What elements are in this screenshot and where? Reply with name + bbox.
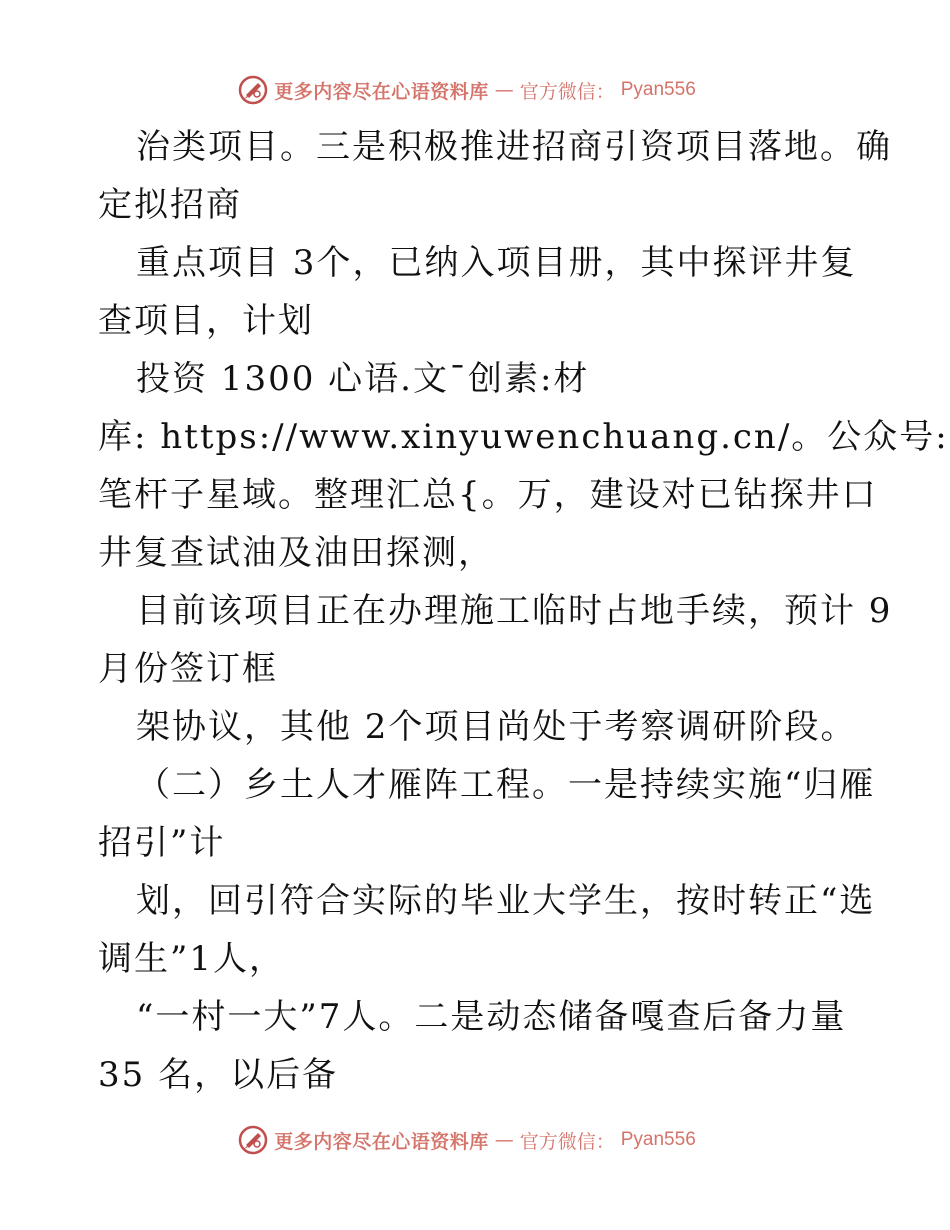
body-line: 目前该项目正在办理施工临时占地手续，预计 9	[136, 591, 893, 631]
body-line: 35 名，以后备	[98, 1055, 339, 1095]
body-line: 定拟招商	[98, 185, 242, 225]
footer-wechat-id: Pyan556	[620, 1129, 696, 1150]
header-banner-inner	[238, 75, 696, 105]
footer-banner	[0, 1122, 950, 1158]
logo-icon	[238, 1125, 268, 1155]
body-line: （二）乡土人才雁阵工程。一是持续实施“归雁	[136, 765, 876, 805]
header-brand-text: 更多内容尽在心语资料库	[274, 80, 489, 103]
footer-brand-text: 更多内容尽在心语资料库	[274, 1130, 489, 1153]
logo-icon	[238, 75, 268, 105]
footer-official-label: 官方微信：	[519, 1130, 615, 1153]
footer-banner-inner	[238, 1125, 696, 1155]
body-line: 招引”计	[98, 823, 226, 863]
body-line: 库: https://www.xinyuwenchuang.cn/。公众号:	[98, 417, 949, 457]
body-line: 重点项目 3个，已纳入项目册，其中探评井复	[136, 243, 857, 283]
body-line: 投资 1300 心语.文¯创素:材	[136, 359, 590, 399]
body-line: “一村一大”7人。二是动态储备嘎查后备力量	[136, 997, 847, 1037]
body-line: 井复查试油及油田探测，	[98, 533, 494, 573]
body-line: 查项目，计划	[98, 301, 314, 341]
document-body	[98, 118, 949, 1104]
header-banner	[0, 72, 950, 108]
header-official-label: 官方微信：	[519, 80, 615, 103]
header-separator: —	[494, 79, 514, 101]
body-line: 月份签订框	[98, 649, 278, 689]
body-line: 调生”1人，	[98, 939, 286, 979]
body-line: 划，回引符合实际的毕业大学生，按时转正“选	[136, 881, 876, 921]
body-line: 架协议，其他 2个项目尚处于考察调研阶段。	[136, 707, 857, 747]
footer-separator: —	[494, 1129, 514, 1151]
body-line: 治类项目。三是积极推进招商引资项目落地。确	[136, 127, 892, 167]
body-line: 笔杆子星域。整理汇总{。万，建设对已钻探井口	[98, 475, 878, 515]
header-wechat-id: Pyan556	[620, 79, 696, 100]
